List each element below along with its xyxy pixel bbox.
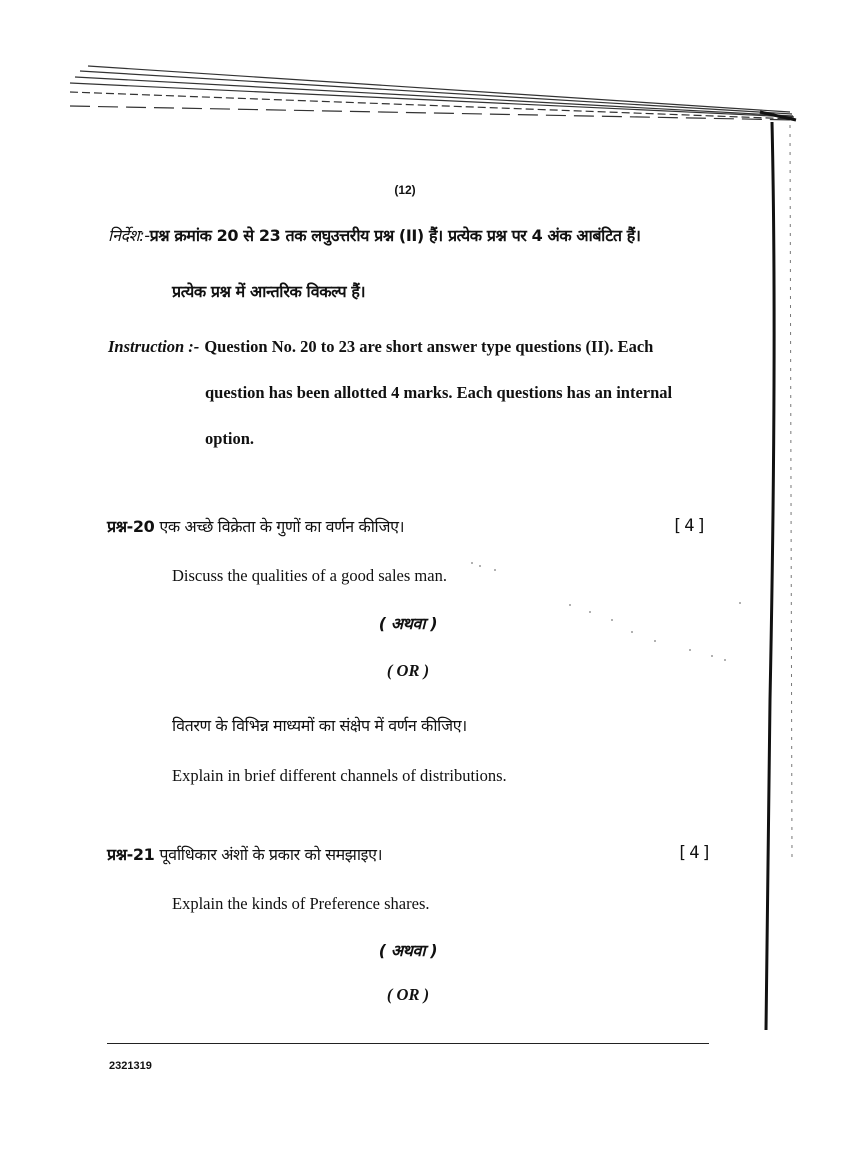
question-21-or-hindi: ( अथवा ): [378, 941, 438, 960]
instruction-hindi-label: निर्देश:-: [108, 226, 150, 245]
question-21-english: Explain the kinds of Preference shares.: [172, 894, 430, 913]
question-20-label: प्रश्न-20: [107, 517, 155, 536]
question-20-or-hindi: ( अथवा ): [378, 614, 438, 633]
page-number: (12): [394, 183, 416, 197]
instruction-english-line2: question has been allotted 4 marks. Each questions has an internal: [205, 383, 673, 402]
instruction-english-label: Instruction :-: [108, 337, 200, 356]
question-20-hindi-text: एक अच्छे विक्रेता के गुणों का वर्णन कीजिए।: [159, 517, 405, 536]
instruction-english-line3: option.: [205, 429, 255, 448]
question-20-hindi: [107, 515, 404, 537]
instruction-english-text: Question No. 20 to 23 are short answer type questions (II). Each: [204, 337, 654, 356]
question-20-english: Discuss the qualities of a good sales man.: [172, 566, 447, 585]
instruction-hindi-text: प्रश्न क्रमांक 20 से 23 तक लघुउत्तरीय प्रश्न (II) हैं। प्रत्येक प्रश्न पर 4 अंक आबंटित हैं।: [149, 226, 641, 245]
question-21-hindi-text: पूर्वाधिकार अंशों के प्रकार को समझाइए।: [159, 845, 383, 864]
question-21-or-english: ( OR ): [386, 985, 430, 1004]
question-20-alt-hindi: वितरण के विभिन्न माध्यमों का संक्षेप में वर्णन कीजिए।: [172, 716, 467, 735]
instruction-english-line1: [108, 337, 653, 357]
question-20-alt-english: Explain in brief different channels of distributions.: [172, 766, 507, 785]
footer-rule: [107, 1043, 709, 1044]
scan-edge-lines: [0, 0, 850, 140]
question-20-marks: [4]: [672, 516, 709, 536]
instruction-hindi-line1: [108, 224, 641, 246]
instruction-hindi-line2: प्रत्येक प्रश्न में आन्तरिक विकल्प हैं।: [172, 282, 366, 301]
paper-code: 2321319: [109, 1060, 152, 1072]
question-21-marks: [4]: [677, 843, 714, 863]
question-21-label: प्रश्न-21: [107, 845, 155, 864]
question-20-or-english: ( OR ): [386, 661, 430, 680]
question-21-hindi: [107, 843, 382, 865]
